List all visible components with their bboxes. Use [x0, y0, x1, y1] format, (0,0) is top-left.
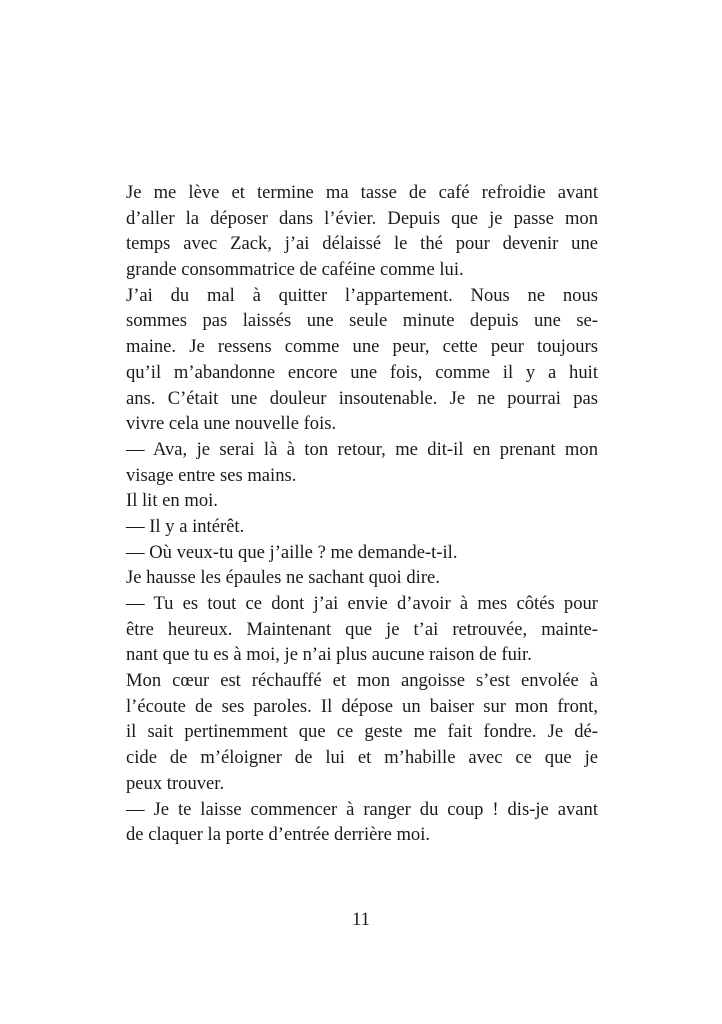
text-line: nant que tu es à moi, je n’ai plus aucune raison de fuir.	[126, 644, 532, 666]
text-line: — Où veux-tu que j’aille ? me demande-t-il.	[126, 541, 458, 563]
page-number: 11	[352, 909, 370, 930]
text-line: d’aller la déposer dans l’évier. Depuis que je passe mon	[126, 207, 598, 229]
text-line: vivre cela une nouvelle fois.	[126, 413, 337, 435]
text-line: peux trouver.	[126, 772, 225, 794]
text-line: ans. C’était une douleur insoutenable. Je ne pourrai pas	[126, 387, 598, 409]
text-line: l’écoute de ses paroles. Il dépose un baiser sur mon front,	[126, 695, 598, 717]
text-line: — Je te laisse commencer à ranger du coup ! dis-je avant	[126, 798, 598, 820]
text-line: temps avec Zack, j’ai délaissé le thé pour devenir une	[126, 233, 598, 255]
text-line: — Tu es tout ce dont j’ai envie d’avoir à mes côtés pour	[126, 593, 598, 614]
text-line: Je hausse les épaules ne sachant quoi dire.	[126, 567, 440, 589]
text-line: Il lit en moi.	[126, 490, 218, 512]
text-line: sommes pas laissés une seule minute depuis une se-	[126, 310, 598, 332]
body-text	[126, 180, 598, 848]
text-line: grande consommatrice de caféine comme lui.	[126, 259, 464, 281]
text-line: de claquer la porte d’entrée derrière moi.	[126, 824, 431, 846]
text-line: — Ava, je serai là à ton retour, me dit-il en prenant mon	[126, 438, 598, 460]
text-line: être heureux. Maintenant que je t’ai retrouvée, mainte-	[126, 618, 598, 640]
text-line: il sait pertinemment que ce geste me fait fondre. Je dé-	[126, 721, 598, 743]
text-line: cide de m’éloigner de lui et m’habille avec ce que je	[126, 747, 598, 769]
text-line: visage entre ses mains.	[126, 464, 297, 486]
text-line: Je me lève et termine ma tasse de café refroidie avant	[126, 182, 598, 203]
text-line: — Il y a intérêt.	[126, 515, 245, 537]
text-line: Mon cœur est réchauffé et mon angoisse s’est envolée à	[126, 670, 598, 692]
text-line: qu’il m’abandonne encore une fois, comme il y a huit	[126, 361, 598, 383]
text-line: J’ai du mal à quitter l’appartement. Nous ne nous	[126, 284, 598, 306]
text-line: maine. Je ressens comme une peur, cette peur toujours	[126, 336, 598, 358]
